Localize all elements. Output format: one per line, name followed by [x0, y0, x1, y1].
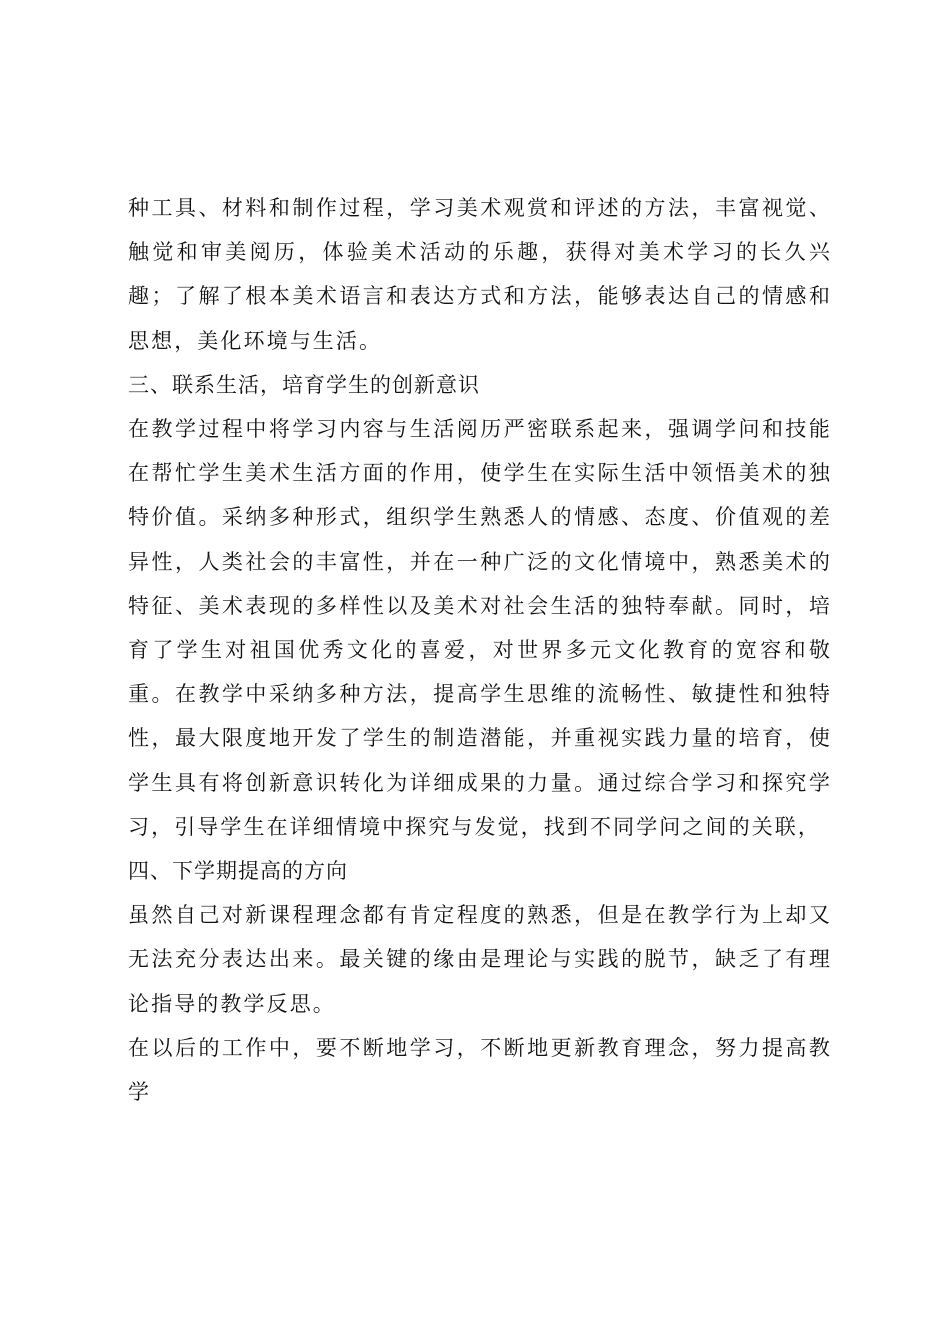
paragraph-life-connection: 在教学过程中将学习内容与生活阅历严密联系起来，强调学问和技能在帮忙学生美术生活方面的作用，使学生在实际生活中领悟美术的独特价值。采纳多种形式，组织学生熟悉人的情感、态度、价值观的差异性，人类社会的丰富性，并在一种广泛的文化情境中，熟悉美术的特征、美术表现的多样性以及美术对社会生活的独特奉献。同时，培育了学生对祖国优秀文化的喜爱，对世界多元文化教育的宽容和敬重。在教学中采纳多种方法，提高学生思维的流畅性、敏捷性和独特性，最大限度地开发了学生的制造潜能，并重视实践力量的培育，使学生具有将创新意识转化为详细成果的力量。通过综合学习和探究学习，引导学生在详细情境中探究与发觉，找到不同学问之间的关联， — [128, 417, 832, 839]
section-heading-4: 四、下学期提高的方向 — [128, 859, 348, 884]
paragraph-future-work: 在以后的工作中，要不断地学习，不断地更新教育理念，努力提高教学 — [128, 1035, 832, 1105]
paragraph-art-learning-goals: 种工具、材料和制作过程，学习美术观赏和评述的方法，丰富视觉、触觉和审美阅历，体验美术活动的乐趣，获得对美术学习的长久兴趣；了解了根本美术语言和表达方式和方法，能够表达自己的情感和思想，美化环境与生活。 — [128, 196, 832, 353]
paragraph-theory-practice: 虽然自己对新课程理念都有肯定程度的熟悉，但是在教学行为上却又无法充分表达出来。最关键的缘由是理论与实践的脱节，缺乏了有理论指导的教学反思。 — [128, 903, 832, 1016]
document-body — [128, 186, 832, 1114]
section-heading-3: 三、联系生活，培育学生的创新意识 — [128, 372, 480, 397]
